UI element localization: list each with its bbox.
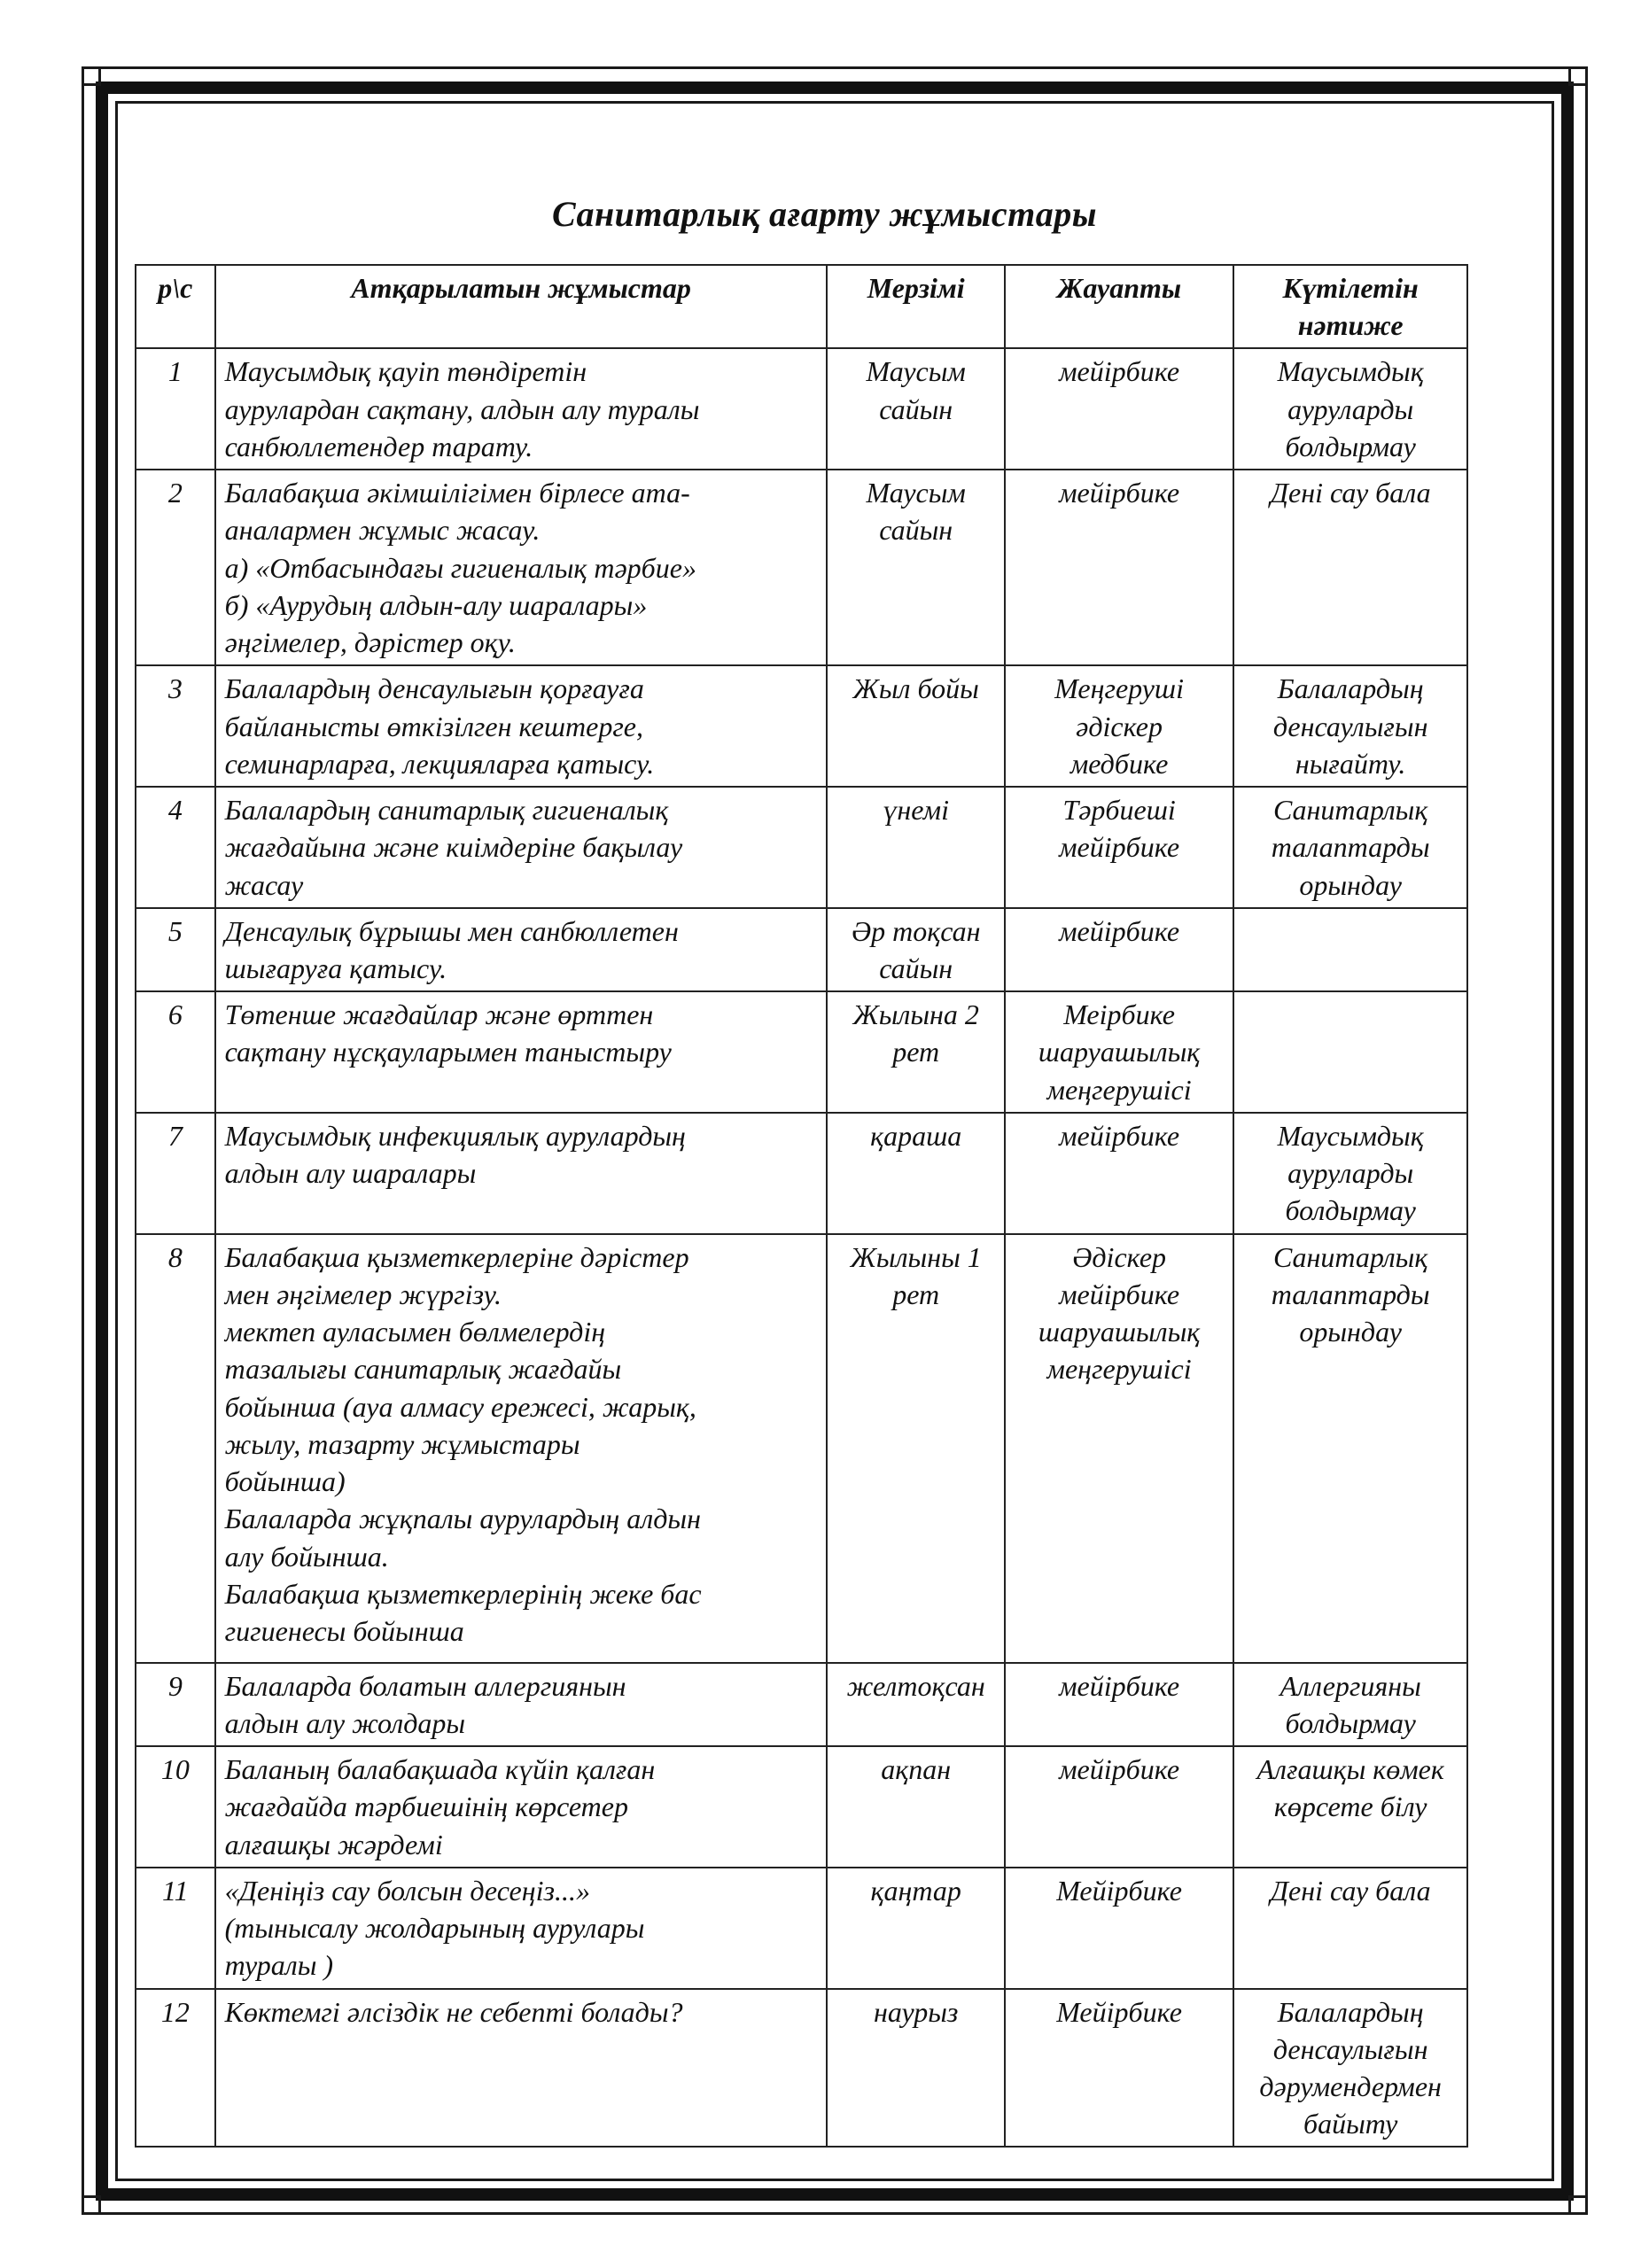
expected-result-cell: Балалардың денсаулығын дәрумендермен байыту — [1233, 1989, 1467, 2148]
work-description-cell: Көктемгі әлсіздік не себепті болады? — [215, 1989, 828, 2148]
work-description-cell: Маусымдық инфекциялық аурулардың алдын алу шаралары — [215, 1113, 828, 1234]
column-header-number: р\с — [136, 265, 215, 348]
term-cell: үнемі — [827, 787, 1004, 908]
responsible-cell: мейірбике — [1005, 1663, 1233, 1746]
work-description-cell: Маусымдық қауіп төндіретін аурулардан сақтану, алдын алу туралы санбюллетендер тарату. — [215, 348, 828, 470]
table-row — [136, 1113, 1467, 1234]
column-header-responsible: Жауапты — [1005, 265, 1233, 348]
frame-corner-top-right — [1568, 66, 1588, 86]
frame-corner-bottom-right — [1568, 2195, 1588, 2215]
expected-result-cell: Дені сау бала — [1233, 470, 1467, 665]
column-header-result: Күтілетін нәтиже — [1233, 265, 1467, 348]
row-number-cell: 6 — [136, 991, 215, 1113]
row-number-cell: 11 — [136, 1868, 215, 1989]
expected-result-cell: Аллергияны болдырмау — [1233, 1663, 1467, 1746]
responsible-cell: Әдіскер мейірбике шаруашылық меңгерушісі — [1005, 1234, 1233, 1663]
row-number-cell: 5 — [136, 908, 215, 991]
work-description-cell: Баланың балабақшада күйіп қалған жағдайда тәрбиешінің көрсетер алғашқы жәрдемі — [215, 1746, 828, 1868]
row-number-cell: 12 — [136, 1989, 215, 2148]
work-description-cell: Балалардың денсаулығын қорғауға байланысты өткізілген кештерге, семинарларға, лекцияларға қатысу. — [215, 665, 828, 787]
term-cell: Жылыны 1 рет — [827, 1234, 1004, 1663]
work-plan-table — [135, 264, 1468, 2148]
responsible-cell: мейірбике — [1005, 1746, 1233, 1868]
term-cell: Жыл бойы — [827, 665, 1004, 787]
table-row — [136, 1989, 1467, 2148]
work-description-cell: Балабақша әкімшілігімен бірлесе ата- аналармен жұмыс жасау. а) «Отбасындағы гигиеналық тәрбие» б) «Аурудың алдын-алу шаралары» әңгімелер, дәрістер оқу. — [215, 470, 828, 665]
frame-corner-bottom-left — [82, 2195, 101, 2215]
responsible-cell: Меңгеруші әдіскер медбике — [1005, 665, 1233, 787]
expected-result-cell: Маусымдық ауруларды болдырмау — [1233, 348, 1467, 470]
document-title: Санитарлық ағарту жұмыстары — [551, 194, 1098, 234]
term-cell: Маусым сайын — [827, 348, 1004, 470]
row-number-cell: 1 — [136, 348, 215, 470]
table-row — [136, 1234, 1467, 1663]
expected-result-cell: Балалардың денсаулығын нығайту. — [1233, 665, 1467, 787]
row-number-cell: 4 — [136, 787, 215, 908]
row-number-cell: 8 — [136, 1234, 215, 1663]
work-description-cell: «Деніңіз сау болсын десеңіз...» (тынысалу жолдарының аурулары туралы ) — [215, 1868, 828, 1989]
table-row — [136, 348, 1467, 470]
table-row — [136, 1663, 1467, 1746]
responsible-cell: мейірбике — [1005, 348, 1233, 470]
expected-result-cell: Дені сау бала — [1233, 1868, 1467, 1989]
row-number-cell: 10 — [136, 1746, 215, 1868]
expected-result-cell — [1233, 991, 1467, 1113]
row-number-cell: 9 — [136, 1663, 215, 1746]
expected-result-cell: Санитарлық талаптарды орындау — [1233, 1234, 1467, 1663]
table-row — [136, 665, 1467, 787]
responsible-cell: мейірбике — [1005, 1113, 1233, 1234]
row-number-cell: 2 — [136, 470, 215, 665]
expected-result-cell — [1233, 908, 1467, 991]
term-cell: Жылына 2 рет — [827, 991, 1004, 1113]
term-cell: желтоқсан — [827, 1663, 1004, 1746]
expected-result-cell: Санитарлық талаптарды орындау — [1233, 787, 1467, 908]
term-cell: Әр тоқсан сайын — [827, 908, 1004, 991]
row-number-cell: 3 — [136, 665, 215, 787]
table-row — [136, 787, 1467, 908]
term-cell: наурыз — [827, 1989, 1004, 2148]
term-cell: ақпан — [827, 1746, 1004, 1868]
table-header-row — [136, 265, 1467, 348]
term-cell: қараша — [827, 1113, 1004, 1234]
table-row — [136, 1868, 1467, 1989]
responsible-cell: мейірбике — [1005, 470, 1233, 665]
table-row — [136, 908, 1467, 991]
column-header-term: Мерзімі — [827, 265, 1004, 348]
row-number-cell: 7 — [136, 1113, 215, 1234]
table-row — [136, 1746, 1467, 1868]
expected-result-cell: Маусымдық ауруларды болдырмау — [1233, 1113, 1467, 1234]
term-cell: қаңтар — [827, 1868, 1004, 1989]
responsible-cell: Тәрбиеші мейірбике — [1005, 787, 1233, 908]
work-description-cell: Балабақша қызметкерлеріне дәрістер мен әңгімелер жүргізу. мектеп ауласымен бөлмелердің тазалығы санитарлық жағдайы бойынша (ауа алмасу ережесі, жарық, жылу, тазарту жұмыстары бойынша) Балаларда жұқпалы аурулардың алдын алу бойынша. Балабақша қызметкерлерінің жеке бас гигиенесы бойынша — [215, 1234, 828, 1663]
table-row — [136, 991, 1467, 1113]
column-header-work: Атқарылатын жұмыстар — [215, 265, 828, 348]
frame-corner-top-left — [82, 66, 101, 86]
table-row — [136, 470, 1467, 665]
responsible-cell: Мейірбике — [1005, 1868, 1233, 1989]
work-description-cell: Балалардың санитарлық гигиеналық жағдайына және киімдеріне бақылау жасау — [215, 787, 828, 908]
work-description-cell: Төтенше жағдайлар және өрттен сақтану нұсқауларымен таныстыру — [215, 991, 828, 1113]
work-description-cell: Балаларда болатын аллергиянын алдын алу жолдары — [215, 1663, 828, 1746]
work-description-cell: Денсаулық бұрышы мен санбюллетен шығаруға қатысу. — [215, 908, 828, 991]
term-cell: Маусым сайын — [827, 470, 1004, 665]
responsible-cell: мейірбике — [1005, 908, 1233, 991]
expected-result-cell: Алғашқы көмек көрсете білу — [1233, 1746, 1467, 1868]
responsible-cell: Меірбике шаруашылық меңгерушісі — [1005, 991, 1233, 1113]
responsible-cell: Мейірбике — [1005, 1989, 1233, 2148]
